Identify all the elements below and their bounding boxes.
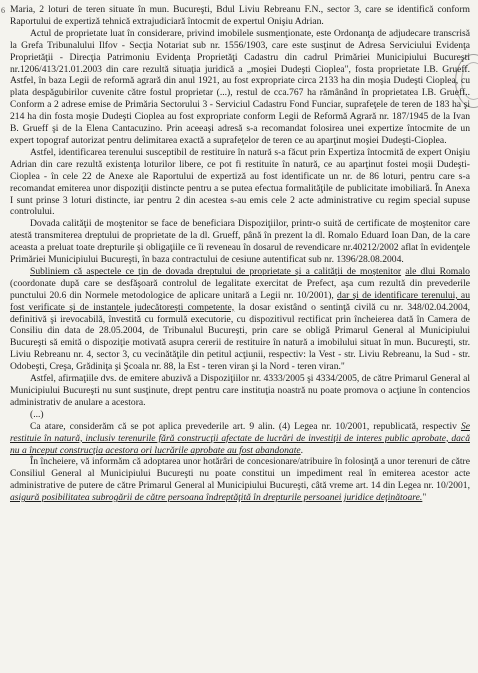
paragraph-2 — [10, 147, 470, 218]
paragraph-8-segment: " — [422, 492, 427, 504]
paragraph-5 — [10, 373, 470, 409]
paragraph-8-segment: În încheiere, vă informăm că adoptarea unor hotărâri de concesionare/atribuire în folosinţă a unor terenuri de către Consiliul General al Municipiului Bucureşti nu poate constitui un impediment real în emiterea acestor acte administrative de putere de către Primarul General al Municipiului Bucureşti, câtă vreme art. 14 din Legea nr. 10/2001, — [10, 456, 470, 492]
paragraph-6 — [10, 409, 470, 421]
margin-mark: 6 — [1, 6, 5, 15]
paragraph-4 — [10, 266, 470, 373]
paragraph-1 — [10, 28, 470, 147]
paragraph-0 — [10, 4, 470, 28]
paragraph-3 — [10, 218, 470, 266]
paragraph-7-segment: Ca atare, considerăm că se pot aplica prevederile art. 9 alin. (4) Legea nr. 10/2001, republicată, respectiv — [30, 420, 461, 432]
paragraph-8-segment: asigură posibilitatea subrogării de către persoana îndreptăţită în drepturile persoanei juridice deţinătoare. — [10, 492, 423, 504]
paragraph-4-segment: Subliniem că aspectele ce ţin de dovada dreptului de proprietate şi a calităţii de moştenitor — [30, 265, 402, 277]
paragraph-7 — [10, 421, 470, 457]
paragraph-4-segment: (coordonate după care se desfăşoară controlul de legalitate exercitat de Prefect, aşa cum rezultă din prevederile punctului 20.6 din Normele metodologice de aplicare unitară a Legii nr. 10/2001), — [10, 277, 470, 301]
paragraph-8 — [10, 456, 470, 504]
paragraph-2-segment: Astfel, identificarea terenului susceptibil de restituire în natură s-a făcut prin Expertiza întocmită de expert Onişiu Adrian din care rezultă existenţa loturilor libere, ce pot fi restituite în natură, ce au aparţinut fostei moşii Dudeşti-Cioplea - în cele 22 de Anexe ale Raportului de expertiză au fost identificate un nr. de 86 loturi, pentru care s-a recomandat emiterea unor dispoziţii distincte pentru a se putea efectua formalităţile de publicitate imobiliară. În Anexa I sunt prinse 3 loturi distincte, iar pentru 2 din acestea s-au emis cele 2 acte administrative cu regim special supuse controlului. — [10, 146, 470, 218]
paragraph-0-segment: Maria, 2 loturi de teren situate în mun. Bucureşti, Bdul Liviu Rebreanu F.N., sector 3, care se identifică conform Raportului de expertiză tehnică extrajudiciară întocmit de expertul Onişiu Adrian. — [10, 4, 470, 27]
paragraph-5-segment: Astfel, afirmaţiile dvs. de emitere abuzivă a Dispoziţiilor nr. 4333/2005 şi 4334/2005, de către Primarul General al Municipiului Bucureşti nu sunt susţinute, drept pentru care instituţia noastră nu poate promova o acţiune în contencios administrativ de anulare a acestora. — [10, 373, 470, 408]
paragraph-4-segment: la dosar existând o sentinţă civilă cu nr. 348/02.04.2004, definitivă şi irevocabilă, învestită cu formulă executorie, cu dispozitivul rectificat prin încheierea dată în Camera de Consiliu din data de 28.05.2004, de Tribunalul Bucureşti, prin care se obligă Primarul General al Municipiului Bucureşti să emită o dispoziţie motivată asupra cererii de restituire în natură a imobilului situat în mun. Bucureşti, str. Liviu Rebreanu nr. 4, sector 3, cu vecinătăţile din petitul acţiunii, respectiv: la Vest - str. Liviu Rebreanu, la Sud - str. Odobeşti, Creşa, Grădiniţa şi Şcoala nr. 88, la Est - teren viran şi la Nord - teren viran." — [10, 301, 471, 373]
paragraph-1-segment: Actul de proprietate luat în considerare, privind imobilele susmenţionate, este Ordonanţa de adjudecare transcrisă la Grefa Tribunalului Ilfov - Secţia Notariat sub nr. 1556/1903, care este susţinut de Adresa Serviciului Evidenţa Proprietăţii - Direcţia Patrimoniu Evidenţa Proprietăţi Cadastru din cadrul Primăriei Municipiului Bucureşti nr.1206/413/21.01.2003 din care rezultă situaţia juridică a „moşiei Dudeşti Cioplea", fosta proprietate I.B. Grueff. Astfel, în baza Legii de reformă agrară din anul 1921, au fost expropriate circa 2133 ha din moşia Dudeşti Cioplea, cu plata despăgubirilor cuvenite către fostul proprietar (...), restul de cca.767 ha rămânând în proprietatea I.B. Grueff.. Conform a 2 adrese emise de Primăria Sectorului 3 - Serviciul Cadastru Fond Funciar, suprafeţele de teren de 183 ha şi 214 ha din fosta moşie Dudeşti Cioplea au fost expropriate conform Legii de Reformă Agrară nr. 187/1945 de la Ivan B. Grueff şi de la Elena Cantacuzino. Prin aceeaşi adresă s-a recomandat folosirea unei expertize întocmite de un expert topograf autorizat pentru delimitarea exactă a suprafeţelor de teren ce au aparţinut moşiei Dudeşti-Cioplea. — [10, 27, 470, 146]
document-body — [10, 4, 470, 504]
paragraph-6-segment: (...) — [30, 408, 44, 420]
paragraph-3-segment: Dovada calităţii de moştenitor se face de beneficiara Dispoziţiilor, printr-o suită de certificate de moştenitor care atestă transmiterea dreptului de proprietate de la dl. Grueff, până în prezent la dl. Romalo Eduard Ioan Dan, de la care aceasta a preluat toate drepturile şi obligaţiile ce îi reveneau în dosarul de revendicare nr.40212/2002 aflat în evidenţele Primăriei Municipiului Bucureşti, în baza contractului de cesiune autentificat sub nr. 1396/28.08.2004. — [10, 218, 470, 266]
paragraph-7-segment: . — [300, 444, 304, 456]
paragraph-4-segment: ale dlui Romalo — [405, 265, 470, 277]
paragraph-4-segment: dar şi de identificare terenului, au fost verificate şi de instanţele judecătoreşti competente, — [10, 289, 470, 313]
paragraph-7-segment: Se restituie în natură, inclusiv terenurile fără construcţii afectate de lucrări de investiţii de interes public aprobate, dacă nu a început construcţia acestora ori lucrările aprobate au fost abandonate — [10, 420, 470, 456]
